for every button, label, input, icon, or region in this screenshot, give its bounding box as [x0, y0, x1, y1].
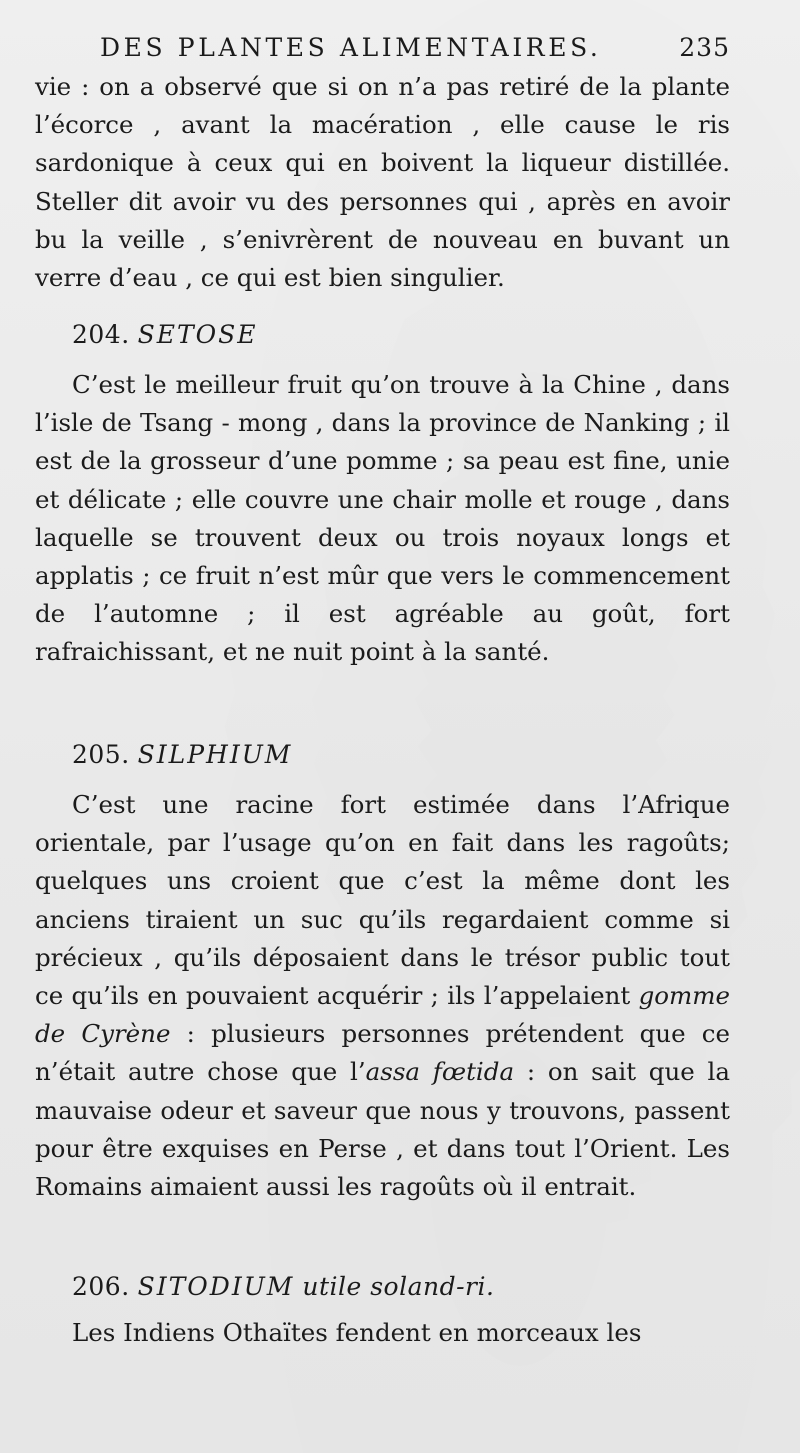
entry-206-title: SITODIUM: [137, 1272, 295, 1301]
entry-205-text-part-2: : plusieurs personnes prétendent que ce n’était autre chose que l’: [35, 1019, 730, 1087]
entry-206-number: 206.: [72, 1272, 130, 1301]
entry-205-text: [35, 786, 730, 1206]
entry-204-title: SETOSE: [137, 320, 258, 349]
entry-206-heading: [72, 1268, 494, 1306]
entry-205-italic-2: assa fœtida: [365, 1057, 515, 1087]
entry-205-title: SILPHIUM: [137, 740, 293, 769]
entry-205-text-part-1: C’est une racine fort estimée dans l’Afrique orientale, par l’usage qu’on en fait dans les ragoûts; quelques uns croient que c’est la même dont les anciens tiraient un suc qu’ils regardaient comme si précieux , qu’ils déposaient dans le trésor public tout ce qu’ils en pouvaient acquérir ; ils l’appelaient: [35, 790, 730, 1011]
entry-205-text-part-3: : on sait que la mauvaise odeur et saveur que nous y trouvons, passent pour être exquises en Perse , et dans tout l’Orient. Les Romains aimaient aussi les ragoûts où il entrait.: [35, 1057, 730, 1202]
entry-206-text: Les Indiens Othaïtes fendent en morceaux les: [72, 1318, 642, 1347]
entry-205-number: 205.: [72, 740, 130, 769]
running-head: DES PLANTES ALIMENTAIRES.: [100, 33, 602, 62]
entry-206-suffix: utile soland-ri.: [302, 1272, 495, 1301]
page-number: 235: [679, 33, 730, 62]
entry-204-heading: [72, 316, 258, 354]
paragraph-1: vie : on a observé que si on n’a pas retiré de la plante l’écorce , avant la macération , elle cause le ris sardonique à ceux qui en boivent la liqueur distillée. Steller dit avoir vu des personnes qui , après en avoir bu la veille , s’enivrèrent de nouveau en buvant un verre d’eau , ce qui est bien singulier.: [35, 72, 730, 293]
entry-205-italic-1: gomme de Cyrène: [35, 981, 730, 1049]
entry-204-text: C’est le meilleur fruit qu’on trouve à la Chine , dans l’isle de Tsang - mong , dans la province de Nanking ; il est de la grosseur d’une pomme ; sa peau est fine, unie et délicate ; elle couvre une chair molle et rouge , dans laquelle se trouvent deux ou trois noyaux longs et applatis ; ce fruit n’est mûr que vers le commencement de l’automne ; il est agréable au goût, fort rafraichissant, et ne nuit point à la santé.: [35, 370, 730, 667]
entry-204-number: 204.: [72, 320, 130, 349]
entry-205-heading: [72, 736, 292, 774]
page-header: [100, 28, 730, 68]
